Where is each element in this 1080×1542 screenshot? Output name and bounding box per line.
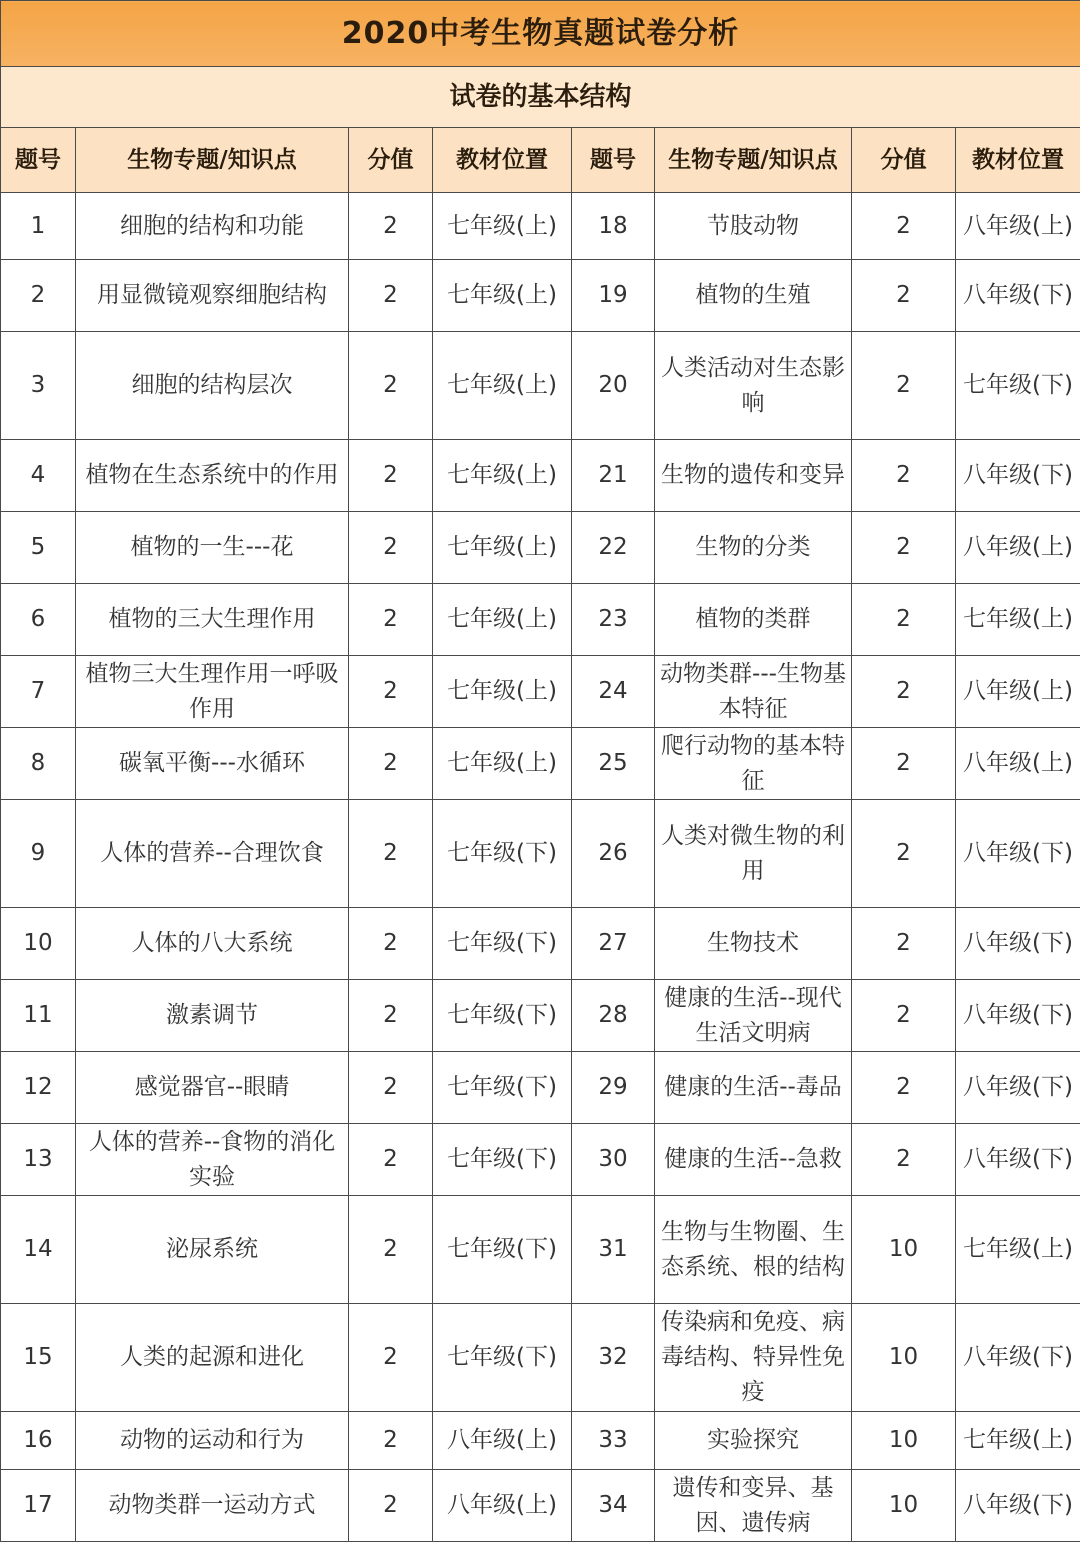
textbook-location: 八年级(下) (956, 1304, 1080, 1412)
score: 2 (852, 1124, 956, 1196)
question-number: 29 (572, 1052, 655, 1124)
textbook-location: 八年级(下) (956, 260, 1080, 332)
topic: 人体的营养--食物的消化实验 (76, 1124, 349, 1196)
textbook-location: 七年级(上) (433, 512, 572, 584)
question-number: 24 (572, 656, 655, 728)
question-number: 7 (1, 656, 76, 728)
topic: 遗传和变异、基因、遗传病 (655, 1470, 852, 1542)
textbook-location: 七年级(上) (433, 584, 572, 656)
table-row (1, 980, 1080, 1052)
table-row (1, 1196, 1080, 1304)
table-row (1, 512, 1080, 584)
textbook-location: 七年级(上) (433, 260, 572, 332)
question-number: 26 (572, 800, 655, 908)
score: 2 (852, 908, 956, 980)
topic: 健康的生活--急救 (655, 1124, 852, 1196)
question-number: 20 (572, 332, 655, 440)
score: 2 (852, 800, 956, 908)
score: 2 (349, 193, 433, 260)
textbook-location: 八年级(下) (956, 908, 1080, 980)
table-row (1, 1052, 1080, 1124)
question-number: 23 (572, 584, 655, 656)
question-number: 12 (1, 1052, 76, 1124)
topic: 人体的八大系统 (76, 908, 349, 980)
score: 2 (852, 980, 956, 1052)
score: 2 (852, 728, 956, 800)
question-number: 28 (572, 980, 655, 1052)
score: 2 (349, 512, 433, 584)
question-number: 6 (1, 584, 76, 656)
table-row (1, 584, 1080, 656)
topic: 健康的生活--现代生活文明病 (655, 980, 852, 1052)
score: 2 (349, 980, 433, 1052)
topic: 植物的类群 (655, 584, 852, 656)
topic: 碳氧平衡---水循环 (76, 728, 349, 800)
topic: 人体的营养--合理饮食 (76, 800, 349, 908)
textbook-location: 八年级(上) (956, 728, 1080, 800)
question-number: 9 (1, 800, 76, 908)
subtitle-row (1, 67, 1080, 128)
question-number: 18 (572, 193, 655, 260)
score: 2 (349, 1052, 433, 1124)
column-header-no: 题号 (1, 128, 76, 193)
textbook-location: 八年级(下) (956, 1052, 1080, 1124)
question-number: 10 (1, 908, 76, 980)
question-number: 14 (1, 1196, 76, 1304)
question-number: 34 (572, 1470, 655, 1542)
textbook-location: 七年级(下) (433, 1052, 572, 1124)
topic: 生物的遗传和变异 (655, 440, 852, 512)
score: 2 (349, 1196, 433, 1304)
score: 2 (852, 656, 956, 728)
score: 10 (852, 1196, 956, 1304)
textbook-location: 七年级(上) (433, 440, 572, 512)
topic: 泌尿系统 (76, 1196, 349, 1304)
score: 2 (349, 260, 433, 332)
score: 2 (349, 1412, 433, 1470)
table-row (1, 908, 1080, 980)
topic: 健康的生活--毒品 (655, 1052, 852, 1124)
textbook-location: 七年级(下) (433, 1304, 572, 1412)
section-title: 试卷的基本结构 (1, 67, 1080, 128)
score: 2 (852, 332, 956, 440)
column-header-topic: 生物专题/知识点 (655, 128, 852, 193)
question-number: 32 (572, 1304, 655, 1412)
question-number: 16 (1, 1412, 76, 1470)
topic: 人类活动对生态影响 (655, 332, 852, 440)
question-number: 5 (1, 512, 76, 584)
textbook-location: 七年级(上) (956, 1196, 1080, 1304)
textbook-location: 八年级(下) (956, 980, 1080, 1052)
topic: 人类的起源和进化 (76, 1304, 349, 1412)
question-number: 8 (1, 728, 76, 800)
table-row (1, 193, 1080, 260)
table-row (1, 1124, 1080, 1196)
textbook-location: 七年级(下) (433, 980, 572, 1052)
topic: 植物在生态系统中的作用 (76, 440, 349, 512)
table-row (1, 728, 1080, 800)
textbook-location: 七年级(下) (433, 908, 572, 980)
question-number: 22 (572, 512, 655, 584)
score: 2 (349, 728, 433, 800)
table-row (1, 800, 1080, 908)
topic: 用显微镜观察细胞结构 (76, 260, 349, 332)
column-header-score: 分值 (349, 128, 433, 193)
table-row (1, 1470, 1080, 1542)
topic: 动物的运动和行为 (76, 1412, 349, 1470)
question-number: 15 (1, 1304, 76, 1412)
score: 2 (852, 193, 956, 260)
score: 2 (349, 1470, 433, 1542)
textbook-location: 八年级(上) (433, 1412, 572, 1470)
question-number: 17 (1, 1470, 76, 1542)
score: 10 (852, 1304, 956, 1412)
question-number: 4 (1, 440, 76, 512)
column-header-location: 教材位置 (956, 128, 1080, 193)
textbook-location: 七年级(下) (433, 1196, 572, 1304)
score: 2 (349, 908, 433, 980)
topic: 植物的生殖 (655, 260, 852, 332)
topic: 生物的分类 (655, 512, 852, 584)
question-number: 30 (572, 1124, 655, 1196)
topic: 动物类群---生物基本特征 (655, 656, 852, 728)
score: 2 (349, 332, 433, 440)
score: 10 (852, 1412, 956, 1470)
score: 2 (349, 656, 433, 728)
score: 2 (349, 1304, 433, 1412)
topic: 细胞的结构层次 (76, 332, 349, 440)
page-title: 2020中考生物真题试卷分析 (1, 1, 1080, 67)
topic: 爬行动物的基本特征 (655, 728, 852, 800)
table-row (1, 260, 1080, 332)
score: 10 (852, 1470, 956, 1542)
table-row (1, 656, 1080, 728)
table-row (1, 440, 1080, 512)
table-header-row (1, 128, 1080, 193)
textbook-location: 七年级(上) (433, 728, 572, 800)
topic: 生物与生物圈、生态系统、根的结构 (655, 1196, 852, 1304)
topic: 生物技术 (655, 908, 852, 980)
topic: 动物类群一运动方式 (76, 1470, 349, 1542)
textbook-location: 八年级(上) (956, 512, 1080, 584)
column-header-topic: 生物专题/知识点 (76, 128, 349, 193)
question-number: 13 (1, 1124, 76, 1196)
topic: 人类对微生物的利用 (655, 800, 852, 908)
score: 2 (852, 512, 956, 584)
question-number: 33 (572, 1412, 655, 1470)
topic: 植物的三大生理作用 (76, 584, 349, 656)
topic: 细胞的结构和功能 (76, 193, 349, 260)
column-header-no: 题号 (572, 128, 655, 193)
question-number: 3 (1, 332, 76, 440)
textbook-location: 八年级(下) (956, 1470, 1080, 1542)
question-number: 2 (1, 260, 76, 332)
title-row (1, 1, 1080, 67)
table-row (1, 332, 1080, 440)
question-number: 31 (572, 1196, 655, 1304)
question-number: 27 (572, 908, 655, 980)
textbook-location: 七年级(上) (956, 584, 1080, 656)
textbook-location: 八年级(上) (956, 656, 1080, 728)
topic: 植物的一生---花 (76, 512, 349, 584)
textbook-location: 七年级(上) (433, 193, 572, 260)
textbook-location: 七年级(下) (433, 800, 572, 908)
textbook-location: 七年级(下) (433, 1124, 572, 1196)
score: 2 (852, 1052, 956, 1124)
topic: 激素调节 (76, 980, 349, 1052)
table-row (1, 1304, 1080, 1412)
textbook-location: 七年级(上) (433, 332, 572, 440)
topic: 传染病和免疫、病毒结构、特异性免疫 (655, 1304, 852, 1412)
textbook-location: 七年级(下) (956, 332, 1080, 440)
column-header-score: 分值 (852, 128, 956, 193)
textbook-location: 八年级(下) (956, 800, 1080, 908)
question-number: 1 (1, 193, 76, 260)
question-number: 11 (1, 980, 76, 1052)
score: 2 (852, 440, 956, 512)
topic: 植物三大生理作用一呼吸作用 (76, 656, 349, 728)
score: 2 (349, 440, 433, 512)
question-number: 19 (572, 260, 655, 332)
question-number: 25 (572, 728, 655, 800)
question-number: 21 (572, 440, 655, 512)
topic: 实验探究 (655, 1412, 852, 1470)
topic: 感觉器官--眼睛 (76, 1052, 349, 1124)
topic: 节肢动物 (655, 193, 852, 260)
score: 2 (852, 584, 956, 656)
textbook-location: 八年级(下) (956, 1124, 1080, 1196)
textbook-location: 八年级(上) (956, 193, 1080, 260)
column-header-location: 教材位置 (433, 128, 572, 193)
score: 2 (349, 1124, 433, 1196)
textbook-location: 七年级(上) (956, 1412, 1080, 1470)
score: 2 (349, 800, 433, 908)
table-row (1, 1412, 1080, 1470)
score: 2 (349, 584, 433, 656)
textbook-location: 八年级(上) (433, 1470, 572, 1542)
score: 2 (852, 260, 956, 332)
textbook-location: 七年级(上) (433, 656, 572, 728)
textbook-location: 八年级(下) (956, 440, 1080, 512)
